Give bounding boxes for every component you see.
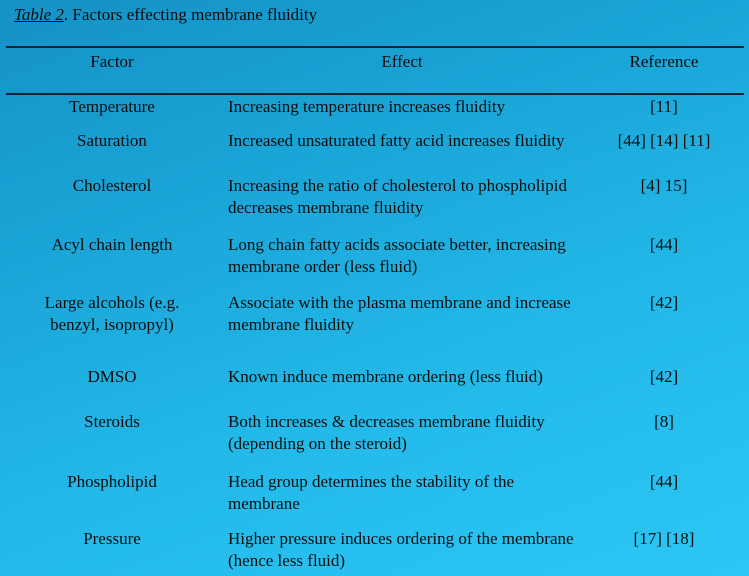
factor-cell: Cholesterol [72, 176, 152, 195]
effect-cell: Head group determines the stability of the membrane [228, 472, 515, 513]
factor-cell: Large alcohols (e.g. benzyl, isopropyl) [44, 293, 180, 334]
effect-cell: Known induce membrane ordering (less fluid) [228, 367, 543, 386]
reference-cell: [17] [18] [633, 529, 695, 548]
table-top-rule [6, 46, 744, 48]
reference-cell: [42] [649, 367, 679, 386]
reference-cell: [42] [649, 293, 679, 312]
effect-cell: Long chain fatty acids associate better, increasing membrane order (less fluid) [228, 235, 566, 276]
column-header-reference: Reference [629, 52, 699, 71]
effect-cell: Both increases & decreases membrane fluidity (depending on the steroid) [228, 412, 545, 453]
effect-cell: Increased unsaturated fatty acid increases fluidity [228, 131, 565, 150]
effect-cell: Higher pressure induces ordering of the membrane (hence less fluid) [228, 529, 574, 570]
column-header-effect: Effect [381, 52, 423, 71]
factor-cell: Pressure [83, 529, 141, 548]
table-title: . Factors effecting membrane fluidity [63, 5, 318, 24]
reference-cell: [8] [654, 412, 674, 431]
factor-cell: DMSO [87, 367, 137, 386]
reference-cell: [44] [649, 472, 679, 491]
table-header-rule [6, 93, 744, 95]
effect-cell: Increasing temperature increases fluidity [228, 97, 506, 116]
reference-cell: [11] [650, 97, 678, 116]
table-label: Table 2 [14, 5, 64, 24]
factor-cell: Steroids [84, 412, 140, 431]
reference-cell: [44] [649, 235, 679, 254]
effect-cell: Increasing the ratio of cholesterol to phospholipid decreases membrane fluidity [228, 176, 567, 217]
reference-cell: [4] 15] [640, 176, 688, 195]
factor-cell: Acyl chain length [51, 235, 173, 254]
table-caption [14, 4, 317, 26]
effect-cell: Associate with the plasma membrane and increase membrane fluidity [228, 293, 571, 334]
factor-cell: Phospholipid [67, 472, 157, 491]
column-header-factor: Factor [90, 52, 134, 71]
reference-cell: [44] [14] [11] [617, 131, 711, 150]
factor-cell: Temperature [69, 97, 155, 116]
factor-cell: Saturation [77, 131, 147, 150]
